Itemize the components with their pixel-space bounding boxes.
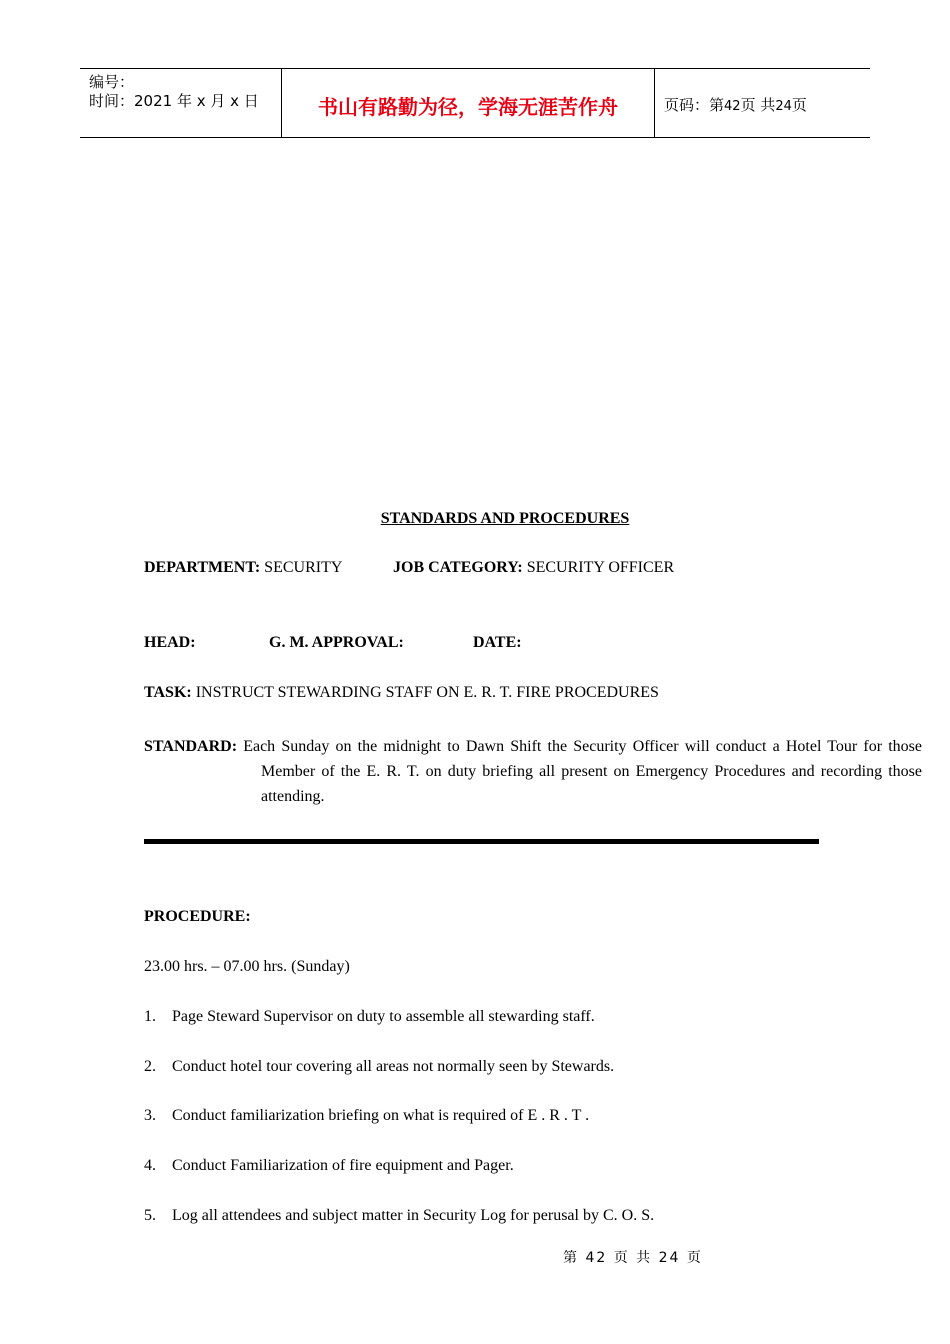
procedure-label: PROCEDURE: xyxy=(144,908,251,925)
department-line xyxy=(144,559,342,577)
page-prefix: 页码：第 xyxy=(664,96,725,114)
task-line xyxy=(144,684,659,702)
page-mid: 页 共 xyxy=(740,96,776,114)
header-page-cell xyxy=(655,69,870,137)
standard-label: STANDARD: xyxy=(144,738,238,755)
head-label: HEAD: xyxy=(144,634,196,651)
step-text: Conduct Familiarization of fire equipment and Pager. xyxy=(172,1157,514,1174)
page-current: 42 xyxy=(724,99,741,114)
list-item xyxy=(144,1207,654,1225)
divider-rule xyxy=(144,839,819,844)
step-number: 4. xyxy=(144,1157,156,1174)
date-label: DATE: xyxy=(473,634,522,651)
time-range: 23.00 hrs. – 07.00 hrs. (Sunday) xyxy=(144,958,350,975)
standard-text: Each Sunday on the midnight to Dawn Shift the Security Officer will conduct a Hotel Tour for those Member of the E. R. T. on duty briefing all present on Emergency Procedures and recording those attending. xyxy=(237,738,922,805)
job-category-label: JOB CATEGORY: xyxy=(393,559,523,576)
page-suffix: 页 xyxy=(791,96,807,114)
number-label: 编号： xyxy=(89,73,135,91)
list-item xyxy=(144,1058,614,1076)
time-label: 时间：2021 年 x 月 x 日 xyxy=(89,92,259,110)
page-indicator xyxy=(664,94,807,115)
standard-paragraph xyxy=(144,734,922,809)
job-category-line xyxy=(393,559,674,577)
step-text: Conduct hotel tour covering all areas not normally seen by Stewards. xyxy=(172,1058,615,1075)
document-title: STANDARDS AND PROCEDURES xyxy=(380,510,630,527)
gm-approval-label: G. M. APPROVAL: xyxy=(269,634,404,651)
footer-mid: 页 共 xyxy=(613,1250,653,1266)
task-label: TASK: xyxy=(144,684,192,701)
list-item xyxy=(144,1107,589,1125)
task-value: INSTRUCT STEWARDING STAFF ON E. R. T. FIRE PROCEDURES xyxy=(191,684,659,701)
page-footer xyxy=(563,1247,703,1267)
list-item xyxy=(144,1157,514,1175)
step-number: 1. xyxy=(144,1008,156,1025)
step-number: 5. xyxy=(144,1207,156,1224)
job-category-value: SECURITY OFFICER xyxy=(522,559,675,576)
footer-current: 42 xyxy=(585,1250,608,1266)
step-text: Conduct familiarization briefing on what is required of E . R . T . xyxy=(172,1107,590,1124)
step-number: 3. xyxy=(144,1107,156,1124)
page-total: 24 xyxy=(775,99,792,114)
page-header xyxy=(80,68,870,138)
step-number: 2. xyxy=(144,1058,156,1075)
motto: 书山有路勤为径，学海无涯苦作舟 xyxy=(318,95,618,119)
list-item xyxy=(144,1008,595,1026)
header-motto-cell xyxy=(282,69,655,137)
footer-prefix: 第 xyxy=(563,1250,579,1266)
step-text: Page Steward Supervisor on duty to assemble all stewarding staff. xyxy=(172,1008,595,1025)
footer-suffix: 页 xyxy=(686,1250,703,1266)
header-info-cell xyxy=(80,69,282,137)
step-text: Log all attendees and subject matter in Security Log for perusal by C. O. S. xyxy=(172,1207,655,1224)
department-value: SECURITY xyxy=(260,559,343,576)
footer-total: 24 xyxy=(658,1250,681,1266)
department-label: DEPARTMENT: xyxy=(144,559,261,576)
